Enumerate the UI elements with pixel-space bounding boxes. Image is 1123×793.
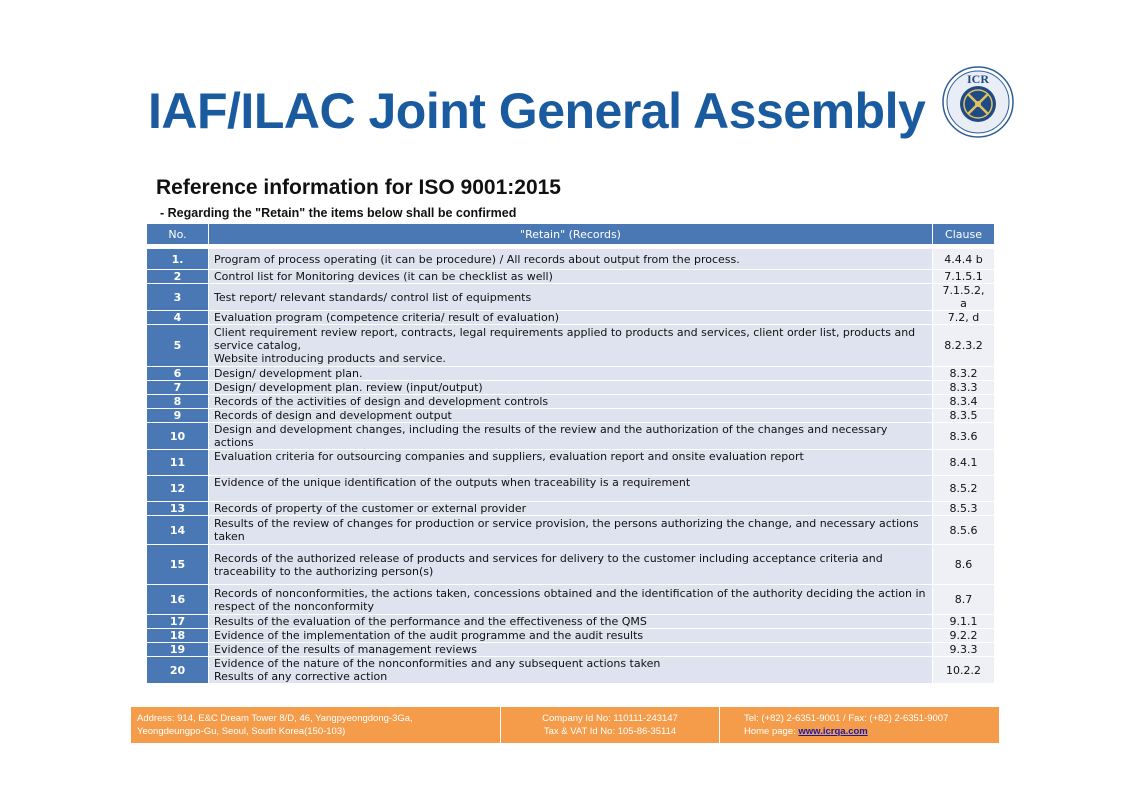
row-number: 13	[147, 502, 209, 516]
row-clause: 8.7	[933, 585, 995, 615]
row-clause: 8.5.3	[933, 502, 995, 516]
table-row	[147, 423, 995, 450]
table-header-row	[147, 224, 995, 245]
row-clause: 7.1.5.2, a	[933, 284, 995, 311]
row-clause: 8.6	[933, 545, 995, 585]
table-row	[147, 381, 995, 395]
table-row	[147, 367, 995, 381]
row-record: Control list for Monitoring devices (it can be checklist as well)	[209, 270, 933, 284]
row-number: 7	[147, 381, 209, 395]
row-record: Records of the authorized release of products and services for delivery to the customer including acceptance criteria and traceability to the authorizing person(s)	[209, 545, 933, 585]
row-number: 12	[147, 476, 209, 502]
icr-logo	[942, 66, 1014, 138]
row-clause: 8.3.4	[933, 395, 995, 409]
row-number: 20	[147, 657, 209, 684]
row-number: 16	[147, 585, 209, 615]
row-clause: 8.5.6	[933, 516, 995, 545]
footer-contact: Tel: (+82) 2-6351-9001 / Fax: (+82) 2-6351-9007 Home page: www.icrqa.com	[744, 713, 949, 737]
row-clause: 9.2.2	[933, 629, 995, 643]
row-clause: 8.5.2	[933, 476, 995, 502]
row-record: Design/ development plan. review (input/output)	[209, 381, 933, 395]
row-number: 8	[147, 395, 209, 409]
header-records: "Retain" (Records)	[209, 224, 933, 245]
row-number: 14	[147, 516, 209, 545]
row-clause: 8.3.3	[933, 381, 995, 395]
table-row	[147, 545, 995, 585]
row-number: 15	[147, 545, 209, 585]
row-number: 1.	[147, 249, 209, 270]
row-number: 6	[147, 367, 209, 381]
row-number: 11	[147, 450, 209, 476]
row-record: Evidence of the nature of the nonconformities and any subsequent actions taken Results of any corrective action	[209, 657, 933, 684]
table-row	[147, 615, 995, 629]
row-clause: 4.4.4 b	[933, 249, 995, 270]
table-row	[147, 249, 995, 270]
header-no: No.	[147, 224, 209, 245]
row-number: 3	[147, 284, 209, 311]
footer-bar	[131, 707, 999, 743]
row-record: Records of design and development output	[209, 409, 933, 423]
footer-company-ids: Company Id No: 110111-243147 Tax & VAT Id No: 105-86-35114	[501, 707, 720, 743]
table-row	[147, 325, 995, 367]
header-clause: Clause	[933, 224, 995, 245]
row-clause: 7.2, d	[933, 311, 995, 325]
row-number: 19	[147, 643, 209, 657]
row-clause: 8.2.3.2	[933, 325, 995, 367]
homepage-link[interactable]: www.icrqa.com	[798, 726, 868, 737]
section-note: - Regarding the "Retain" the items below shall be confirmed	[160, 206, 517, 220]
row-record: Results of the review of changes for production or service provision, the persons authorizing the change, and necessary actions taken	[209, 516, 933, 545]
table-row	[147, 516, 995, 545]
row-record: Evidence of the implementation of the audit programme and the audit results	[209, 629, 933, 643]
table-row	[147, 629, 995, 643]
page-title: IAF/ILAC Joint General Assembly	[148, 83, 926, 139]
row-clause: 8.4.1	[933, 450, 995, 476]
row-clause: 8.3.5	[933, 409, 995, 423]
row-number: 5	[147, 325, 209, 367]
row-record: Design/ development plan.	[209, 367, 933, 381]
row-record: Design and development changes, including the results of the review and the authorization of the changes and necessary actions	[209, 423, 933, 450]
table-row	[147, 450, 995, 476]
row-record: Test report/ relevant standards/ control list of equipments	[209, 284, 933, 311]
row-number: 10	[147, 423, 209, 450]
logo-text: ICR	[966, 72, 990, 86]
row-number: 2	[147, 270, 209, 284]
records-table	[146, 223, 995, 684]
row-record: Client requirement review report, contracts, legal requirements applied to products and services, client order list, products and service catalog, Website introducing products and service.	[209, 325, 933, 367]
row-record: Evidence of the unique identification of the outputs when traceability is a requirement	[209, 476, 933, 502]
row-clause: 9.3.3	[933, 643, 995, 657]
row-record: Evaluation program (competence criteria/ result of evaluation)	[209, 311, 933, 325]
row-clause: 8.3.6	[933, 423, 995, 450]
table-row	[147, 585, 995, 615]
table-row	[147, 502, 995, 516]
table-row	[147, 409, 995, 423]
row-number: 17	[147, 615, 209, 629]
table-row	[147, 657, 995, 684]
row-number: 4	[147, 311, 209, 325]
row-clause: 10.2.2	[933, 657, 995, 684]
row-number: 18	[147, 629, 209, 643]
row-record: Records of nonconformities, the actions taken, concessions obtained and the identification of the authority deciding the action in respect of the nonconformity	[209, 585, 933, 615]
row-clause: 9.1.1	[933, 615, 995, 629]
row-record: Results of the evaluation of the performance and the effectiveness of the QMS	[209, 615, 933, 629]
footer-address: Address: 914, E&C Dream Tower 8/D, 46, Yangpyeongdong-3Ga, Yeongdeungpo-Gu, Seoul, South Korea(150-103)	[131, 707, 501, 743]
row-record: Records of the activities of design and development controls	[209, 395, 933, 409]
row-number: 9	[147, 409, 209, 423]
table-row	[147, 643, 995, 657]
table-row	[147, 311, 995, 325]
row-record: Evidence of the results of management reviews	[209, 643, 933, 657]
section-subtitle: Reference information for ISO 9001:2015	[156, 176, 561, 199]
table-row	[147, 284, 995, 311]
row-record: Evaluation criteria for outsourcing companies and suppliers, evaluation report and onsite evaluation report	[209, 450, 933, 476]
row-clause: 8.3.2	[933, 367, 995, 381]
table-row	[147, 395, 995, 409]
row-record: Program of process operating (it can be procedure) / All records about output from the process.	[209, 249, 933, 270]
row-record: Records of property of the customer or external provider	[209, 502, 933, 516]
table-row	[147, 270, 995, 284]
table-row	[147, 476, 995, 502]
row-clause: 7.1.5.1	[933, 270, 995, 284]
